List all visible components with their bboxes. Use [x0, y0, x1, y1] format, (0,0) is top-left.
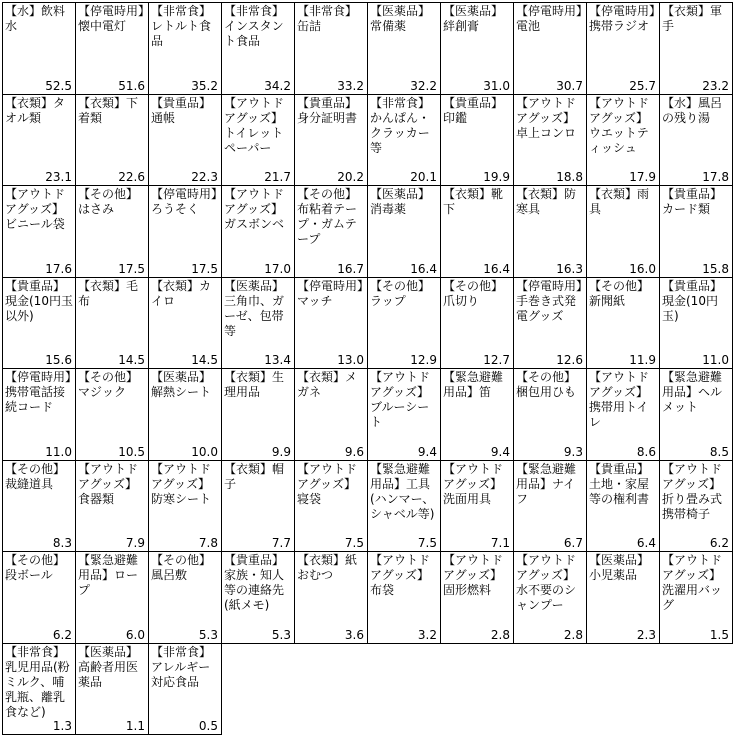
cell-value: 17.5: [191, 261, 218, 276]
table-cell: [367, 551, 441, 644]
cell-value: 16.0: [629, 261, 656, 276]
cell-label: 【医薬品】消毒薬: [370, 187, 431, 216]
table-cell: [294, 94, 368, 187]
cell-value: 16.7: [337, 261, 364, 276]
cell-value: 8.5: [709, 444, 729, 459]
table-cell: [2, 277, 76, 370]
table-cell: [513, 277, 587, 370]
cell-value: 3.6: [344, 627, 364, 642]
cell-value: 22.3: [191, 170, 218, 184]
cell-value: 12.9: [410, 353, 437, 367]
cell-label: 【アウトドアグッズ】ブルーシート: [370, 370, 431, 429]
cell-label: 【アウトドアグッズ】卓上コンロ: [516, 95, 577, 140]
table-cell: [440, 277, 514, 370]
cell-label: 【貴重品】通帳: [151, 95, 212, 125]
table-cell: [148, 2, 222, 95]
cell-value: 0.5: [198, 719, 218, 733]
cell-label: 【停電時用】懐中電灯: [78, 4, 145, 33]
table-cell: [75, 2, 149, 95]
cell-value: 7.7: [271, 536, 291, 550]
cell-label: 【医薬品】絆創膏: [443, 4, 504, 33]
cell-label: 【停電時用】マッチ: [297, 278, 364, 308]
cell-label: 【貴重品】身分証明書: [297, 95, 358, 125]
cell-label: 【緊急避難用品】ナイフ: [516, 461, 577, 506]
cell-value: 9.9: [271, 444, 291, 459]
cell-label: 【その他】裁縫道具: [5, 461, 66, 491]
cell-value: 6.2: [52, 627, 72, 642]
cell-label: 【衣類】メガネ: [297, 370, 358, 399]
cell-value: 17.0: [264, 261, 291, 276]
table-cell: [2, 551, 76, 644]
cell-value: 8.6: [636, 444, 656, 459]
cell-label: 【医薬品】解熱シート: [151, 370, 212, 399]
table-cell: [294, 368, 368, 461]
table-cell: [75, 368, 149, 461]
table-cell: [513, 94, 587, 187]
cell-label: 【非常食】乳児用品(粉ミルク、哺乳瓶、離乳食など): [5, 644, 70, 719]
cell-label: 【非常食】レトルト食品: [151, 4, 212, 48]
table-cell: [2, 460, 76, 553]
table-cell: [513, 460, 587, 553]
cell-label: 【医薬品】三角巾、ガーゼ、包帯等: [224, 278, 285, 338]
table-cell: [294, 460, 368, 553]
cell-value: 22.6: [118, 170, 145, 184]
cell-label: 【停電時用】携帯ラジオ: [589, 4, 656, 33]
cell-value: 15.8: [702, 261, 729, 276]
cell-label: 【その他】ラップ: [370, 278, 431, 308]
cell-value: 9.3: [563, 444, 583, 459]
cell-value: 32.2: [410, 78, 437, 93]
table-cell: [2, 94, 76, 187]
cell-label: 【非常食】アレルギー対応食品: [151, 644, 212, 689]
cell-value: 35.2: [191, 78, 218, 93]
cell-label: 【アウトドアグッズ】ビニール袋: [5, 187, 66, 231]
table-cell: [586, 94, 660, 187]
cell-value: 11.0: [702, 353, 729, 367]
cell-label: 【停電時用】携帯電話接続コード: [5, 370, 72, 414]
cell-value: 20.2: [337, 170, 364, 184]
cell-label: 【アウトドアグッズ】携帯用トイレ: [589, 370, 650, 429]
cell-value: 6.2: [709, 536, 729, 550]
cell-value: 16.4: [410, 261, 437, 276]
table-cell: [221, 185, 295, 278]
table-cell: [2, 643, 76, 736]
table-cell: [586, 551, 660, 644]
cell-value: 6.0: [125, 627, 145, 642]
cell-label: 【医薬品】小児薬品: [589, 553, 650, 582]
cell-value: 1.1: [125, 719, 145, 733]
cell-value: 12.6: [556, 353, 583, 367]
table-cell: [513, 551, 587, 644]
cell-value: 7.5: [417, 536, 437, 550]
cell-label: 【停電時用】手巻き式発電グッズ: [516, 278, 583, 323]
table-cell: [367, 368, 441, 461]
cell-label: 【アウトドアグッズ】食器類: [78, 461, 139, 506]
cell-label: 【その他】はさみ: [78, 187, 139, 216]
table-cell: [148, 94, 222, 187]
table-cell: [75, 94, 149, 187]
table-cell: [659, 2, 733, 95]
cell-label: 【貴重品】印鑑: [443, 95, 504, 125]
cell-label: 【アウトドアグッズ】洗面用具: [443, 461, 504, 506]
cell-value: 3.2: [417, 627, 437, 642]
cell-value: 51.6: [118, 78, 145, 93]
table-cell: [221, 460, 295, 553]
cell-label: 【その他】爪切り: [443, 278, 504, 308]
cell-value: 11.9: [629, 353, 656, 367]
cell-value: 17.9: [629, 170, 656, 184]
cell-value: 15.6: [45, 353, 72, 367]
table-cell: [148, 460, 222, 553]
table-cell: [586, 368, 660, 461]
cell-value: 2.8: [563, 627, 583, 642]
cell-label: 【衣類】軍手: [662, 4, 723, 33]
table-cell: [148, 277, 222, 370]
cell-value: 12.7: [483, 353, 510, 367]
cell-label: 【衣類】雨具: [589, 187, 650, 216]
cell-label: 【アウトドアグッズ】防寒シート: [151, 461, 212, 506]
cell-value: 1.3: [52, 719, 72, 733]
cell-label: 【アウトドアグッズ】洗濯用バッグ: [662, 553, 723, 612]
table-cell: [586, 277, 660, 370]
cell-label: 【緊急避難用品】工具(ハンマー、シャベル等): [370, 461, 435, 521]
table-cell: [294, 277, 368, 370]
cell-label: 【その他】マジック: [78, 370, 139, 399]
cell-value: 52.5: [45, 78, 72, 93]
cell-label: 【その他】段ボール: [5, 553, 66, 582]
table-cell: [586, 2, 660, 95]
cell-label: 【アウトドアグッズ】折り畳み式携帯椅子: [662, 461, 723, 521]
cell-value: 13.4: [264, 353, 291, 367]
cell-label: 【衣類】タオル類: [5, 95, 66, 125]
table-cell: [294, 185, 368, 278]
cell-label: 【貴重品】家族・知人等の連絡先(紙メモ): [224, 553, 285, 612]
cell-label: 【アウトドアグッズ】ガスボンベ: [224, 187, 285, 231]
table-cell: [2, 368, 76, 461]
cell-value: 14.5: [118, 353, 145, 367]
table-cell: [440, 551, 514, 644]
table-cell: [659, 460, 733, 553]
cell-value: 9.4: [417, 444, 437, 459]
cell-value: 7.5: [344, 536, 364, 550]
cell-label: 【貴重品】カード類: [662, 187, 723, 216]
table-cell: [513, 368, 587, 461]
cell-value: 17.6: [45, 261, 72, 276]
table-cell: [148, 551, 222, 644]
cell-value: 7.9: [125, 536, 145, 550]
table-cell: [440, 94, 514, 187]
cell-value: 30.7: [556, 78, 583, 93]
cell-label: 【アウトドアグッズ】固形燃料: [443, 553, 504, 597]
table-cell: [221, 368, 295, 461]
cell-label: 【アウトドアグッズ】トイレットペーパー: [224, 95, 285, 155]
cell-value: 6.7: [563, 536, 583, 550]
table-cell: [75, 551, 149, 644]
cell-label: 【衣類】帽子: [224, 461, 285, 491]
table-cell: [148, 368, 222, 461]
cell-label: 【アウトドアグッズ】寝袋: [297, 461, 358, 506]
cell-value: 18.8: [556, 170, 583, 184]
table-cell: [440, 368, 514, 461]
cell-value: 10.0: [191, 444, 218, 459]
cell-value: 17.8: [702, 170, 729, 184]
cell-label: 【衣類】防寒具: [516, 187, 577, 216]
cell-label: 【医薬品】常備薬: [370, 4, 431, 33]
cell-label: 【衣類】カイロ: [151, 278, 212, 308]
table-cell: [513, 185, 587, 278]
table-cell: [367, 2, 441, 95]
cell-value: 7.1: [490, 536, 510, 550]
cell-value: 1.5: [709, 627, 729, 642]
cell-label: 【貴重品】現金(10円玉): [662, 278, 723, 323]
table-cell: [148, 643, 222, 736]
cell-label: 【その他】風呂敷: [151, 553, 212, 582]
table-cell: [367, 277, 441, 370]
table-cell: [75, 277, 149, 370]
cell-label: 【貴重品】現金(10円玉以外): [5, 278, 73, 323]
cell-label: 【衣類】紙おむつ: [297, 553, 358, 582]
cell-value: 5.3: [271, 627, 291, 642]
table-cell: [2, 185, 76, 278]
table-cell: [294, 2, 368, 95]
table-cell: [440, 460, 514, 553]
table-cell: [659, 185, 733, 278]
table-cell: [221, 551, 295, 644]
cell-label: 【衣類】毛布: [78, 278, 139, 308]
cell-value: 13.0: [337, 353, 364, 367]
table-cell: [221, 277, 295, 370]
cell-label: 【非常食】かんぱん・クラッカー等: [370, 95, 431, 155]
table-cell: [659, 94, 733, 187]
table-cell: [221, 2, 295, 95]
table-cell: [294, 551, 368, 644]
cell-value: 11.0: [45, 444, 72, 459]
cell-value: 33.2: [337, 78, 364, 93]
cell-label: 【衣類】靴下: [443, 187, 504, 216]
cell-value: 25.7: [629, 78, 656, 93]
cell-label: 【緊急避難用品】ロープ: [78, 553, 139, 597]
table-cell: [586, 185, 660, 278]
cell-label: 【緊急避難用品】笛: [443, 370, 504, 399]
cell-value: 10.5: [118, 444, 145, 459]
cell-value: 19.9: [483, 170, 510, 184]
cell-value: 23.2: [702, 78, 729, 93]
cell-value: 16.3: [556, 261, 583, 276]
table-cell: [440, 2, 514, 95]
cell-value: 5.3: [198, 627, 218, 642]
table-cell: [513, 2, 587, 95]
table-cell: [440, 185, 514, 278]
cell-label: 【その他】新聞紙: [589, 278, 650, 308]
table-cell: [367, 185, 441, 278]
table-cell: [659, 277, 733, 370]
cell-label: 【衣類】生理用品: [224, 370, 285, 399]
table-cell: [75, 185, 149, 278]
table-cell: [2, 2, 76, 95]
cell-label: 【水】飲料水: [5, 4, 66, 33]
table-cell: [659, 551, 733, 644]
cell-label: 【非常食】インスタント食品: [224, 4, 285, 48]
cell-label: 【非常食】缶詰: [297, 4, 358, 33]
cell-value: 17.5: [118, 261, 145, 276]
cell-value: 23.1: [45, 170, 72, 184]
cell-label: 【衣類】下着類: [78, 95, 139, 125]
cell-value: 34.2: [264, 78, 291, 93]
cell-label: 【医薬品】高齢者用医薬品: [78, 644, 139, 689]
cell-value: 8.3: [52, 536, 72, 550]
table-cell: [367, 460, 441, 553]
table-cell: [148, 185, 222, 278]
cell-value: 20.1: [410, 170, 437, 184]
cell-value: 6.4: [636, 536, 656, 550]
cell-value: 9.6: [344, 444, 364, 459]
cell-label: 【アウトドアグッズ】水不要のシャンプー: [516, 553, 577, 612]
cell-label: 【水】風呂の残り湯: [662, 95, 723, 125]
cell-value: 21.7: [264, 170, 291, 184]
table-cell: [367, 94, 441, 187]
cell-value: 14.5: [191, 353, 218, 367]
table-cell: [586, 460, 660, 553]
cell-label: 【アウトドアグッズ】ウエットティッシュ: [589, 95, 650, 155]
table-cell: [221, 94, 295, 187]
cell-label: 【その他】布粘着テープ・ガムテープ: [297, 187, 358, 246]
cell-value: 16.4: [483, 261, 510, 276]
cell-label: 【停電時用】電池: [516, 4, 583, 33]
table-cell: [75, 460, 149, 553]
table-cell: [75, 643, 149, 736]
table-cell: [659, 368, 733, 461]
cell-label: 【アウトドアグッズ】布袋: [370, 553, 431, 597]
cell-label: 【貴重品】土地・家屋等の権利書: [589, 461, 650, 506]
cell-value: 2.3: [636, 627, 656, 642]
cell-value: 31.0: [483, 78, 510, 93]
cell-label: 【その他】梱包用ひも: [516, 370, 577, 399]
cell-value: 9.4: [490, 444, 510, 459]
cell-label: 【緊急避難用品】ヘルメット: [662, 370, 723, 414]
cell-label: 【停電時用】ろうそく: [151, 187, 218, 216]
cell-value: 7.8: [198, 536, 218, 550]
cell-value: 2.8: [490, 627, 510, 642]
